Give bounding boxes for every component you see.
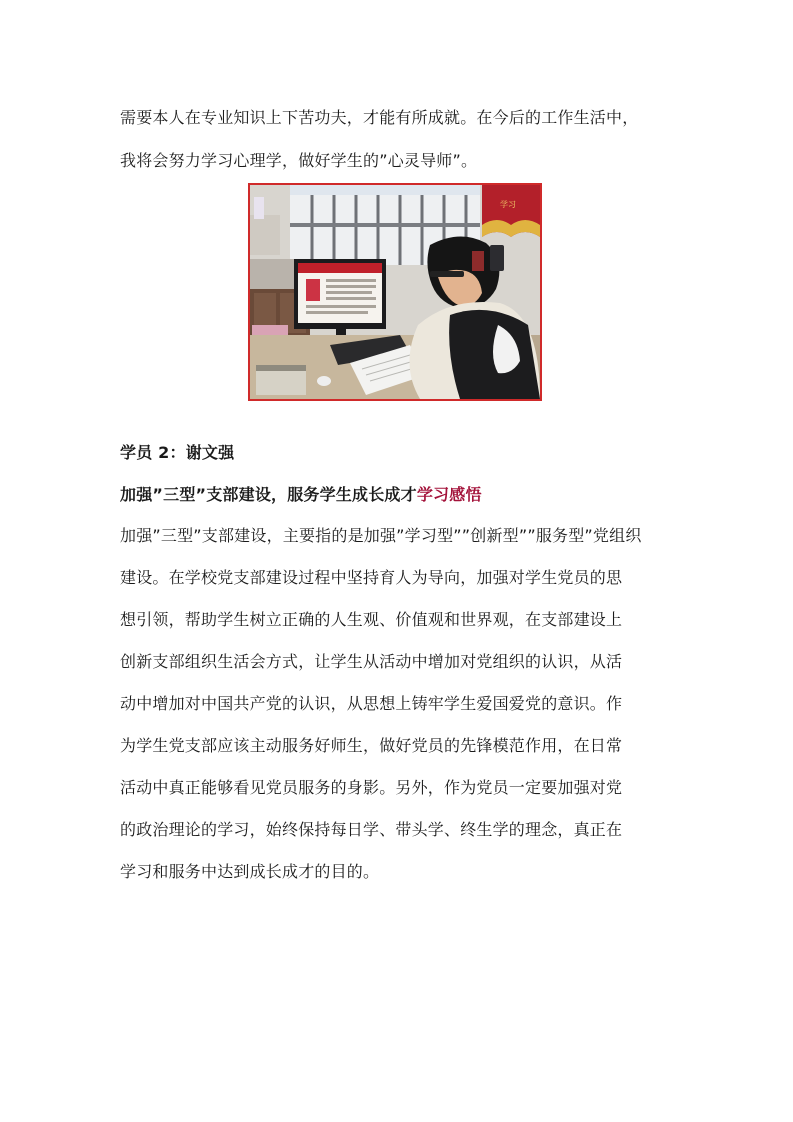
section-heading: [120, 485, 680, 505]
student-at-computer-photo: [248, 183, 542, 401]
body-line-9: 学习和服务中达到成长成才的目的。: [120, 862, 380, 881]
body-line-8: 的政治理论的学习，始终保持每日学、带头学、终生学的理念，真正在: [120, 820, 623, 839]
student-label: 学员 2：谢文强: [120, 443, 235, 462]
banner-text: 学习: [500, 200, 516, 209]
body-line-3: 想引领，帮助学生树立正确的人生观、价值观和世界观，在支部建设上: [120, 610, 623, 629]
section-heading-accent: 学习感悟: [416, 485, 482, 504]
intro-line-2: 我将会努力学习心理学，做好学生的”心灵导师”。: [120, 151, 478, 170]
body-line-4: 创新支部组织生活会方式，让学生从活动中增加对党组织的认识，从活: [120, 652, 623, 671]
body-line-6: 为学生党支部应该主动服务好师生，做好党员的先锋模范作用，在日常: [120, 736, 623, 755]
body-line-2: 建设。在学校党支部建设过程中坚持育人为导向，加强对学生党员的思: [120, 568, 623, 587]
body-line-7: 活动中真正能够看见党员服务的身影。另外，作为党员一定要加强对党: [120, 778, 623, 797]
body-line-5: 动中增加对中国共产党的认识，从思想上铸牢学生爱国爱党的意识。作: [120, 694, 623, 713]
intro-line-1: 需要本人在专业知识上下苦功夫，才能有所成就。在今后的工作生活中，: [120, 108, 639, 127]
section-heading-main: 加强”三型”支部建设，服务学生成长成才: [120, 485, 417, 504]
body-line-1: 加强”三型”支部建设，主要指的是加强”学习型””创新型””服务型”党组织: [120, 526, 642, 545]
